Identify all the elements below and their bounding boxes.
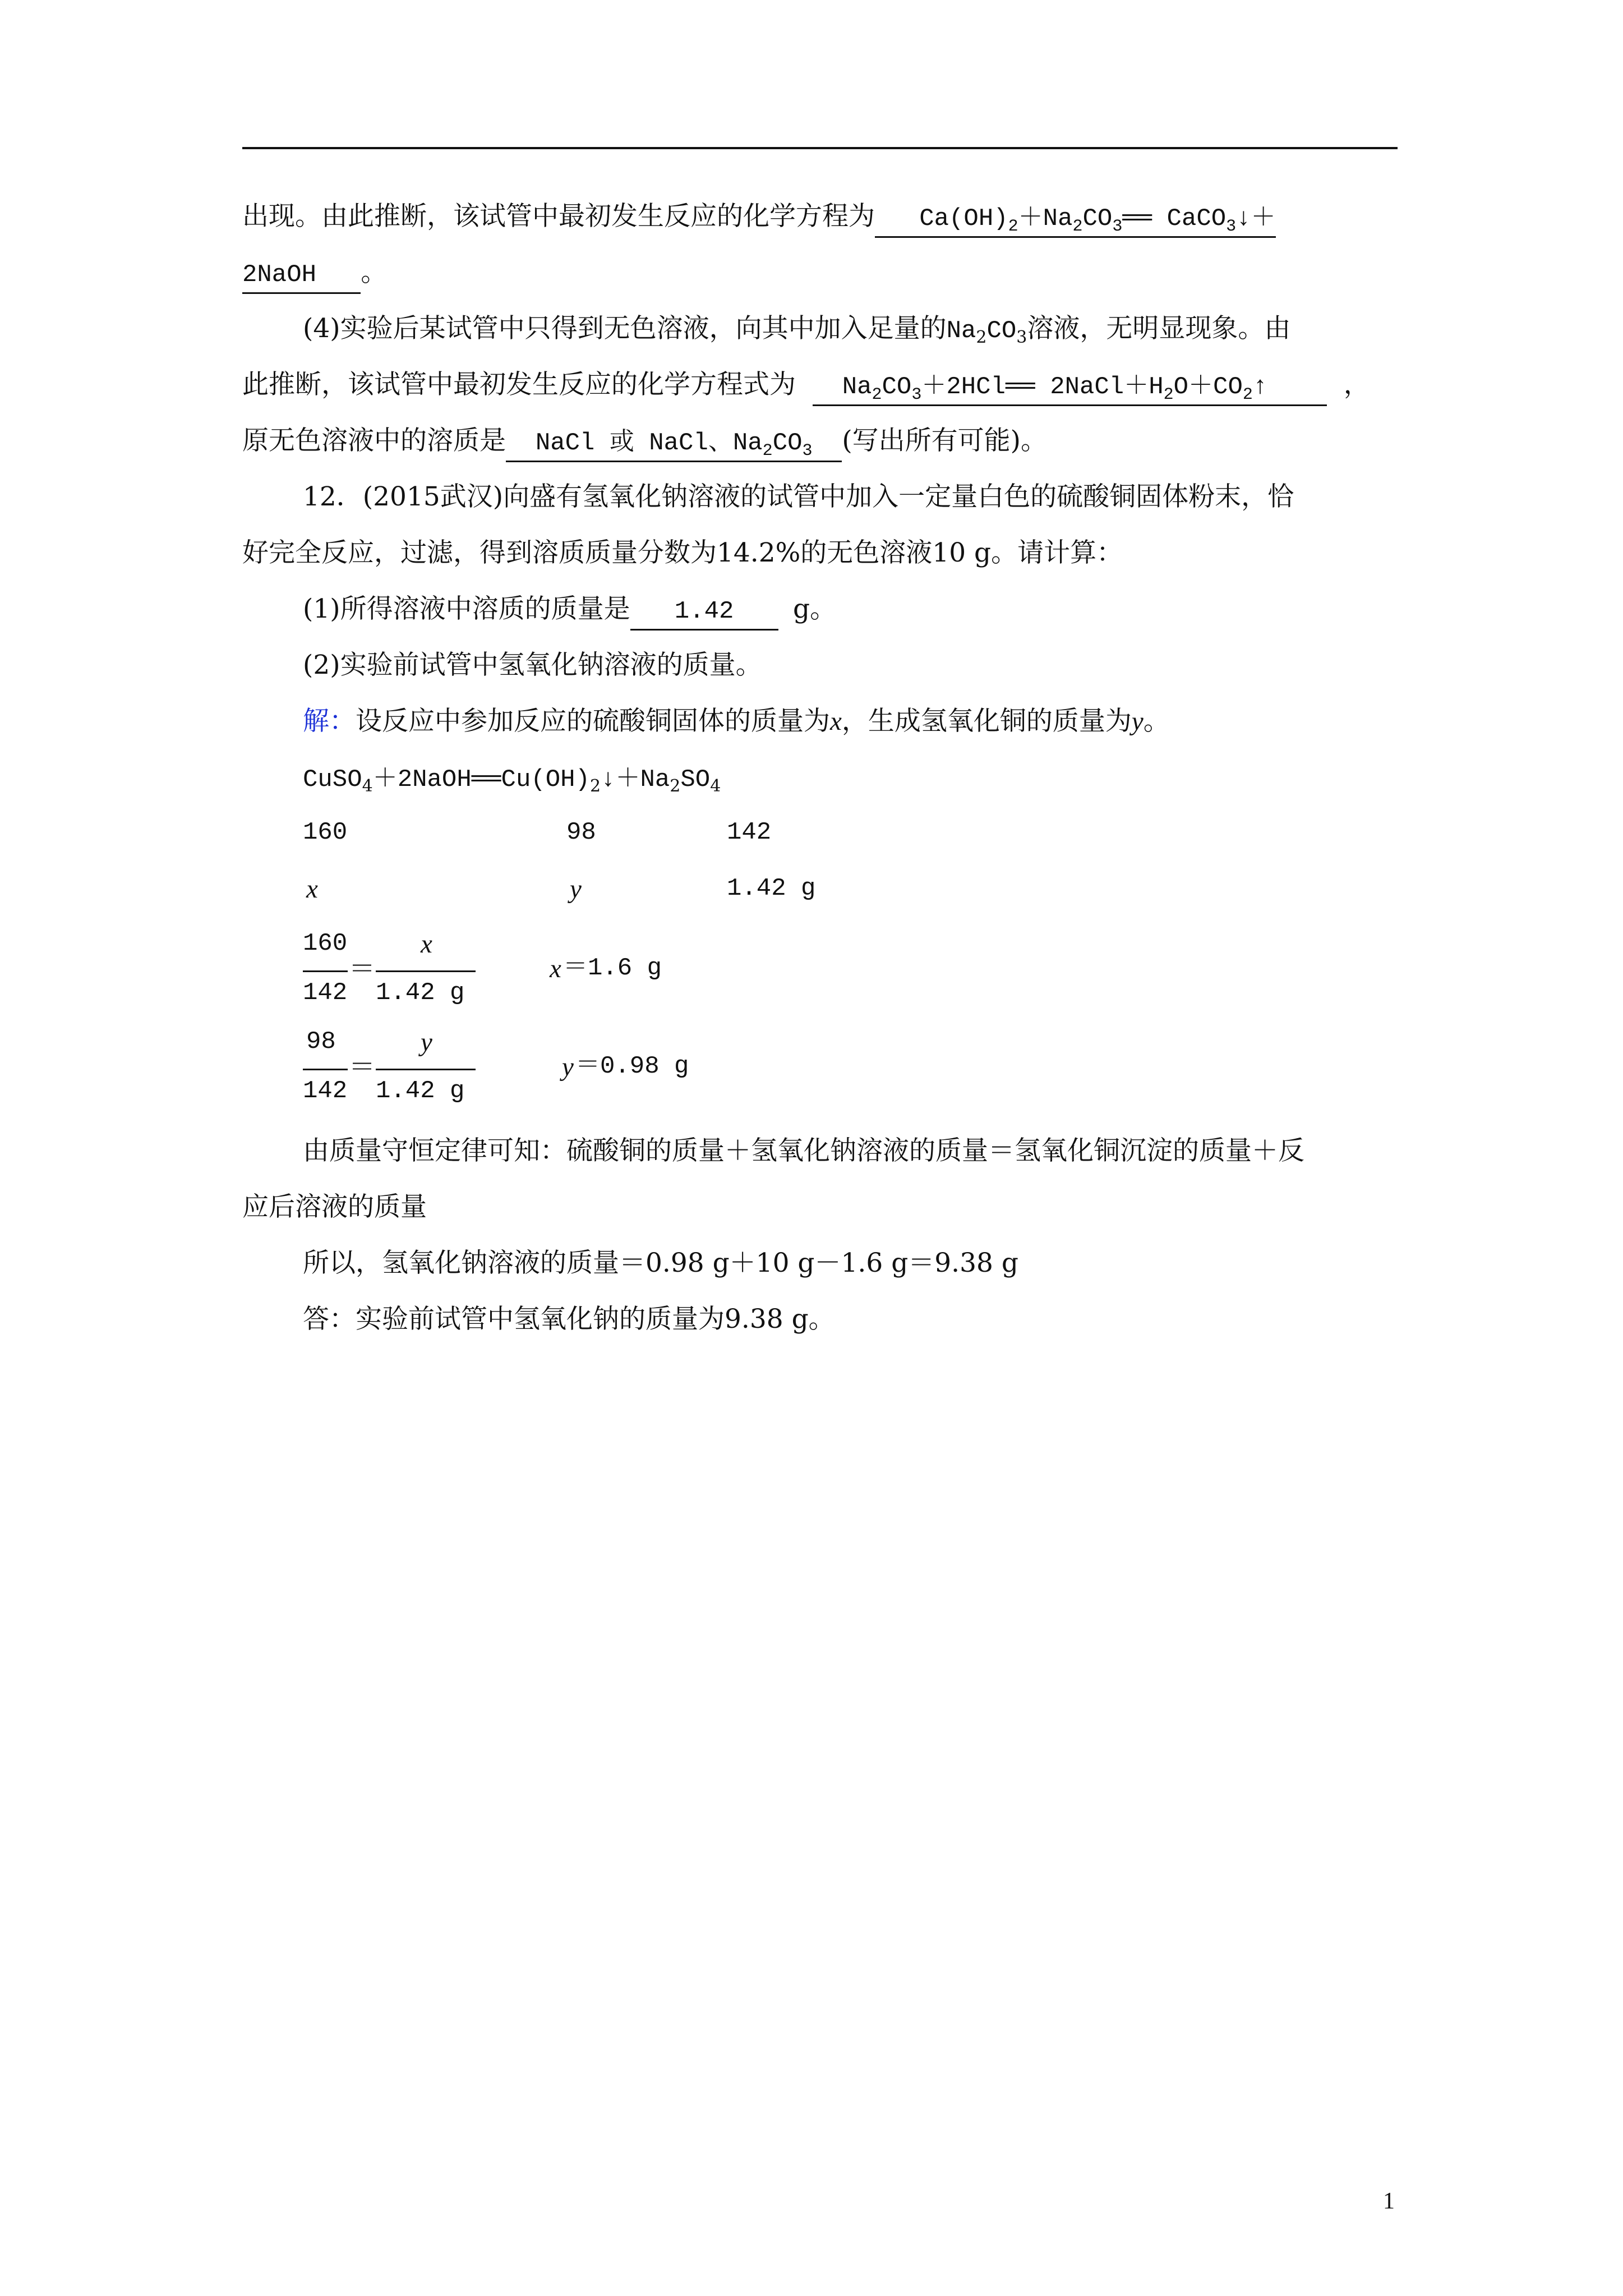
para-end-line1: 出现。由此推断，该试管中最初发生反应的化学方程为 $Ca(OH)_2+Na_2CO_3══$ CaCO$_3$↓＋: [242, 203, 1276, 231]
solution-equation: $CuSO_4+2NaOH══Cu(OH)_2↓+Na_2SO_4$: [303, 766, 721, 796]
ratio-row1-col1: 160: [303, 818, 348, 846]
calc-line: 所以，氢氧化钠溶液的质量＝0.98 g＋10 g－1.6 g＝9.38 g: [303, 1248, 1018, 1278]
q12-sub2: (2)实验前试管中氢氧化钠溶液的质量。: [303, 650, 762, 680]
answer-blank-eq4: $Na_2CO_3+2HCl══$ $2NaCl+H_2O+CO_2↑$: [813, 373, 1327, 406]
answer-blank-solute: NaCl 或 NaCl、$Na_2CO_3$: [506, 429, 842, 462]
header-rule: [242, 147, 1398, 149]
answer-blank-eq3-cont: 2NaOH: [242, 261, 361, 294]
q12-line1: 12．(2015武汉)向盛有氢氧化钠溶液的试管中加入一定量白色的硫酸铜固体粉末，恰: [303, 481, 1294, 512]
solution-setup: 解：设反应中参加反应的硫酸铜固体的质量为x，生成氢氧化铜的质量为y。: [303, 706, 1170, 737]
para-end-line2: 2NaOH 。: [242, 259, 387, 287]
page-number: 1: [1383, 2188, 1395, 2214]
ratio-row2-col3: 1.42 g: [727, 875, 816, 903]
law-line2: 应后溶液的质量: [242, 1191, 427, 1222]
answer-line: 答：实验前试管中氢氧化钠的质量为9.38 g。: [303, 1304, 835, 1335]
q12-line2: 好完全反应，过滤，得到溶质质量分数为14.2%的无色溶液10 g。请计算：: [242, 537, 1123, 568]
q4-line3: 原无色溶液中的溶质是 NaCl 或 NaCl、$Na_2CO_3$ (写出所有可能)。: [242, 427, 1047, 455]
ratio-row1-col2: 98: [566, 818, 596, 846]
ratio-row2-col2: y: [570, 875, 582, 904]
law-line1: 由质量守恒定律可知：硫酸铜的质量＋氢氧化钠溶液的质量＝氢氧化铜沉淀的质量＋反: [303, 1135, 1304, 1166]
solution-label: 解：: [303, 706, 356, 737]
answer-blank-eq3: $Ca(OH)_2+Na_2CO_3══$ CaCO$_3$↓＋: [875, 205, 1276, 238]
q4-line1: (4)实验后某试管中只得到无色溶液，向其中加入足量的$Na_2CO_3$溶液，无明显现象。由: [303, 313, 1291, 347]
ratio-row1-col3: 142: [727, 818, 772, 846]
q4-line2: 此推断，该试管中最初发生反应的化学方程式为 $Na_2CO_3+2HCl══$ $2NaCl+H_2O+CO_2↑$ ，: [242, 371, 1370, 399]
ratio-row2-col1: x: [306, 875, 318, 904]
answer-blank-solute-mass: 1.42: [630, 597, 778, 631]
q12-sub1: (1)所得溶液中溶质的质量是 1.42 g。: [303, 596, 836, 624]
